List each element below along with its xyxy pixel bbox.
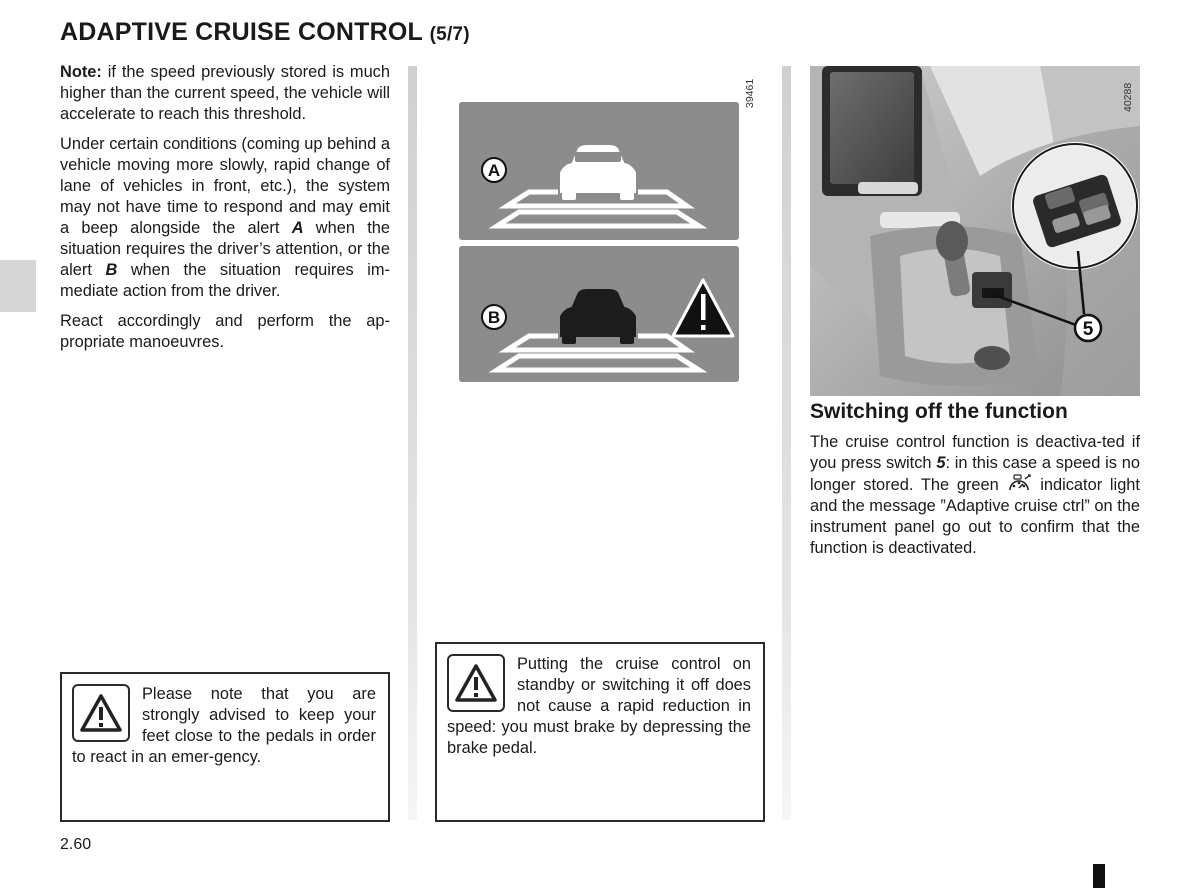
- label-b: B: [487, 308, 501, 327]
- page-edge-marker: [1093, 864, 1105, 888]
- warning-triangle-icon: [72, 684, 130, 742]
- react-paragraph: React accordingly and perform the ap-propriate manoeuvres.: [60, 312, 390, 351]
- page-number: 2.60: [60, 836, 92, 853]
- figure-code: 40288: [1122, 82, 1134, 112]
- cruise-indicator-icon: [1006, 474, 1032, 494]
- alert-b-ref: B: [105, 261, 118, 279]
- column-divider: [782, 66, 791, 820]
- warning-text: Please note that you are strongly advised to keep your feet close to the pedals in order to react in an emer-gency.: [72, 685, 376, 766]
- label-a: A: [487, 161, 501, 180]
- column-divider: [408, 66, 417, 820]
- warning-triangle-icon: [447, 654, 505, 712]
- right-column: [810, 400, 1140, 568]
- figure-code: 39461: [744, 78, 756, 108]
- console-photo: [810, 66, 1140, 396]
- warning-box-standby: [435, 642, 765, 822]
- warning-box-feet: [60, 672, 390, 822]
- text-run: The cruise control function is deactiva-ted if you press switch: [810, 433, 1140, 472]
- note-label: Note:: [60, 63, 102, 81]
- text-run: when the situation requires the driver’s attention, or the alert: [60, 219, 391, 279]
- switch-ref: 5: [936, 454, 946, 472]
- text-run: indicator light and the message ”Adaptive cruise ctrl” on the instrument panel go out to confirm that the function is deactivated.: [810, 476, 1140, 557]
- text-run: Under certain conditions (coming up behind a vehicle moving more slowly, rapid change of lane of vehicles in front, etc.), the system may not have time to respond and may emit a beep alongside the alert: [60, 135, 390, 237]
- conditions-paragraph: [60, 134, 390, 302]
- text-run: when the situation requires im-mediate action from the driver.: [60, 261, 390, 300]
- section-heading: Switching off the function: [810, 400, 1068, 423]
- chapter-tab: [0, 260, 36, 312]
- warning-text: Putting the cruise control on standby or switching it off does not cause a rapid reduction in speed: you must brake by depressing the brake pedal.: [447, 655, 751, 757]
- page-title: [60, 18, 470, 47]
- note-text: if the speed previously stored is much higher than the current speed, the vehicle will accelerate to reach this threshold.: [60, 63, 390, 123]
- left-column: [60, 62, 390, 362]
- alert-a-ref: A: [291, 219, 304, 237]
- alert-figure: [459, 102, 739, 382]
- switch-off-paragraph: [810, 432, 1140, 559]
- note-paragraph: [60, 62, 390, 125]
- title-text: ADAPTIVE CRUISE CONTROL: [60, 18, 423, 46]
- callout-5-label: 5: [1082, 319, 1094, 340]
- text-run: : in this case a speed is no longer stored. The green: [810, 454, 1140, 494]
- section-index: (5/7): [429, 24, 470, 45]
